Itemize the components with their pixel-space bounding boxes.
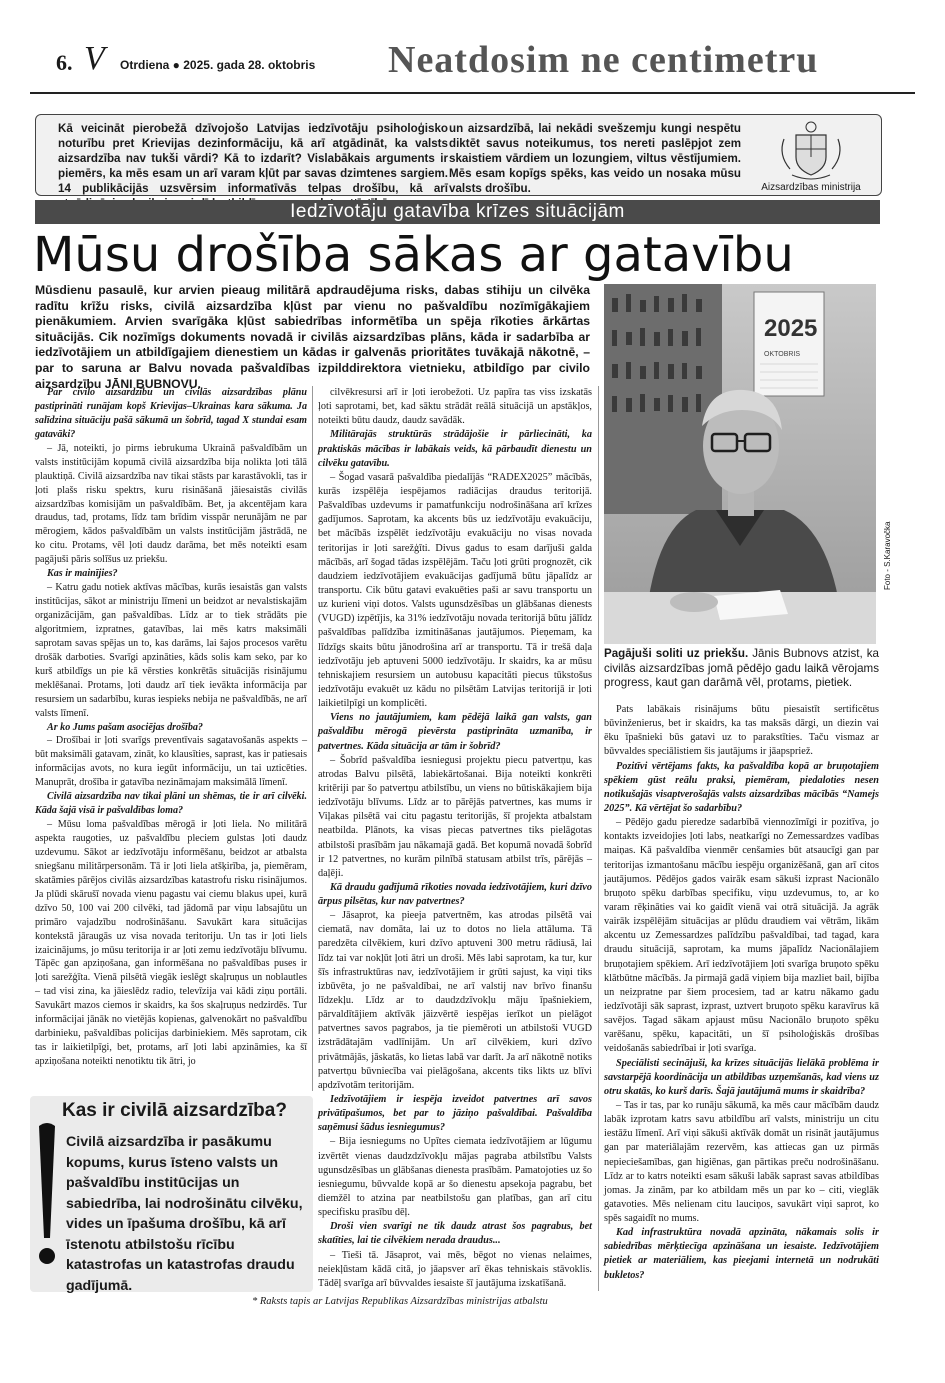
newspaper-logo: V <box>84 40 105 77</box>
intro-box <box>35 114 882 196</box>
interview-answer: Pats labākais risinājums būtu piesaistīt sertificētus būvinženierus, bet ir skaidrs, ka tas maksās dārgi, un diezin vai ēku īpašnieki būs gatavi uz to parakstīties. Taču vismaz ar būvvaldes speciālistiem šis jautājums ir jāapspriež. <box>604 704 879 758</box>
interview-answer: – Katru gadu notiek aktīvas mācības, kurās iesaistās gan valsts institūcijas, sākot ar ministriju līmeni un beidzot ar nevalstiskajām organizācijām, gan pašvaldības. Līdz ar to tiek strādāts pie algoritmiem, izpratnes, gatavības, lai mēs katrs maksimāli saprotam savas spējas un to, kas darāms, lai šajos procesos varētu drošāk darboties. Svarīgi apzināties, kāds solis kam seko, par ko kurš atbildīgs un pie kā vērsties konkrētās situācijās risinājumu meklēšanai. Protams, ļoti daudz arī tiek ievākta informācija par resursiem un sadarbību, kuras iespieks nebija ne pašvaldībās, ne arī valsts līmenī. <box>35 582 307 719</box>
photo-illustration <box>604 284 876 644</box>
interview-question: Kas ir mainījies? <box>47 568 118 580</box>
issue-date: Otrdiena ● 2025. gada 28. oktobris <box>120 58 316 72</box>
interview-question: Speciālisti secinājuši, ka krīzes situācijās lielākā problēma ir savstarpējā koordinācija un atbildības uzņemšanās, kad viens uz otru skatās, ko kurš darīs. Šajā jautājumā mums ir skaidrība? <box>604 1057 879 1097</box>
sidebar-text: Civilā aizsardzība ir pasākumu kopums, kurus īsteno valsts un pašvaldību institūcijas un sabiedrība, lai nodrošinātu cilvēku, vides un īpašuma drošību, kā arī īstenotu atbilstošu rīcību katastrofas un katastrofas draudu gadījumā. <box>66 1134 303 1294</box>
interview-answer: – Bija iesniegums no Upītes ciemata iedzīvotājiem ar lūgumu izvērtēt vienas daudzdzīvokļu mājas pagraba atbilstību Valsts ugunsdzēsības un glābšanas dienesta prasībām. Pamatojoties uz šo iesniegumu, būvvalde kopā ar šo dienestu apsekoja pagrabu, bet diemžēl to atzina par neatbilstošu gan platības, gan arī citu specifisku prasību dēļ. <box>318 1136 592 1219</box>
interview-question: Viens no jautājumiem, kam pēdējā laikā gan valsts, gan pašvaldību mērogā pievērsta pastiprināta uzmanība, ir patvertnes. Kāda situācija ar tām ir šobrīd? <box>318 712 592 752</box>
interview-answer: – Šogad vasarā pašvaldība piedalījās “RADEX2025” mācībās, kurās izspēlēja iespējamos radiācijas draudus teritorijā. Pašvaldības uzdevums ir pamatfunkciju nodrošināšana arī krīzes gadījumos. Saprotam, ka akcents būs uz iedzīvotāju evakuāciju, bet mācībās izspēlēt iedzīvotāju evakuāciju no visas novada teritorijas ir ļoti sarežģīti. Divus gadus to esam darījuši galda mācībās, arī šogad tādas izspēlējām. Taču ļoti grūti prognozēt, cik daudziem iedzīvotājiem evakuācijas gadījumā būtu jāpalīdz ar transportu. Cik būtu gatavi evakuēties paši ar savu transportu un uz kurieni viņi dotos. Valsts ugunsdzēsības un glābšanas dienests (VUGD) izpētījis, ka 31% iedzīvotāju novada teritorijā būtu jālīdz pašvaldības palīdzība izmitināšanas jautājumos. Pieņemam, ka līdzīgs skaits būtu jānodrošina arī ar transportu. Tā ir trešā daļa iedzīvotāju jeb aptuveni 5000 iedzīvotāju. Ir skaidrs, ka ar mūsu tehniskajiem resursiem un autobusu kapacitāti piecus tūkstošus iedzīvotāju evakuēt uz kādu no pilsētām Latvijas teritorijā ir ļoti laikietilpīgi un komplicēti. <box>318 471 592 710</box>
article-lead: Mūsdienu pasaulē, kur arvien pieaug militārā apdraudējuma risks, dabas stihiju un cilvēka radītu krīžu risks, civilā aizsardzība kļūst par vienu no pašvaldību nozīmīgākajiem pienākumiem. Arvien svarīgāka kļūst sabiedrības informētība un spēja rīkoties ārkārtas situācijās. Cik nozīmīgs dokuments novadā ir civilās aizsardzības plāns, kāda ir sadarbība ar iedzīvotājiem un atbildīgajiem dienestiem un kādas ir galvenās prioritātes tuvākajā nākotnē, – par to saruna ar Balvu novada pašvaldības izpilddirektora vietnieku, atbildīgo par civilo aizsardzību JĀNI BUBNOVU. <box>35 283 590 391</box>
interview-question: Iedzīvotājiem ir iespēja izveidot patvertnes arī savos privātīpašumos, bet par to jāziņo pašvaldībai. Pašvaldība saņēmusi šādus iesniegumus? <box>318 1094 592 1134</box>
sidebar-title: Kas ir civilā aizsardzība? <box>62 1100 287 1121</box>
page-number: 6. <box>56 50 73 75</box>
interview-answer: – Drošībai ir ļoti svarīgs preventīvais sagatavošanās aspekts – būt maksimāli gatavam, zināt, ko klausīties, saprast, kas ir patiesais informācijas avots, no kura iegūt informāciju, un tai uzticēties. Manuprāt, drošība ir gatavība nezināmajam maksimālā līmenī. <box>35 735 307 789</box>
interview-question: Droši vien svarīgi ne tik daudz atrast šos pagrabus, bet skatīties, lai tie cilvēkiem nerada draudus... <box>318 1221 592 1247</box>
interview-question: Kā draudu gadījumā rīkoties novada iedzīvotājiem, kuri dzīvo ārpus pilsētas, kur nav patvertnes? <box>318 881 592 908</box>
intro-text-right: un aizsardzībā, lai nekādi svešzemju kungi nespētu diktēt savus noteikumus, tos nereti paslēpjot zem skaistiem vārdiem un lozungiem, viltus vēstījumiem. Mēs esam kopīgs spēks, kas veido un nosaka mūsu valsts drošību. <box>449 122 741 195</box>
interview-answer: – Jā, noteikti, jo pirms iebrukuma Ukrainā pašvaldībām un valsts institūcijām kopumā civilā aizsardzība bija nolikta ļoti tālā plauktiņā. Civilā aizsardzība nav tikai stāsts par karastāvokli, tas ir ļoti plašs risku spektrs, kuru risināšanā jāiesaistās civilās aizsardzības komisijām un pašvaldībām. Bet, ja akcentējam kara draudus, tad, protams, līdz tam brīdim visspār nerunājām ne par mērogiem, kādos pašvaldībām un valsts institūcijām jāstrādā, ne ko citu. Protams, vēl ļoti daudz darāma, bet mēs noteikti esam pagājuši pāris solīšus uz priekšu. <box>35 442 307 566</box>
interview-photo <box>604 284 876 644</box>
interview-answer: – Tieši tā. Jāsaprot, vai mēs, bēgot no vienas nelaimes, neiekļūstam kādā citā, jo jāapsver arī ēkas tehniskais stāvoklis. Tādēļ svarīga arī būvvaldes iesaiste šī jautājuma izskatīšanā. <box>318 1249 592 1289</box>
footnote: * Raksts tapis ar Latvijas Republikas Aizsardzības ministrijas atbalstu <box>252 1296 548 1307</box>
photo-credit: Foto - S.Karavočka <box>883 521 892 590</box>
calendar-month: OKTOBRIS <box>764 351 801 358</box>
interview-question: Civilā aizsardzība nav tikai plāni un shēmas, tie ir arī cilvēki. Kāda šajā visā ir pašvaldības loma? <box>35 791 307 817</box>
column-rule <box>598 386 599 1291</box>
interview-question: Par civilo aizsardzību un civilās aizsardzības plānu pastiprināti runājam kopš Krievijas–Ukrainas kara sākuma. Ja salīdzina situāciju pašā sākumā un šobrīd, tagad X stundai esam gatavāki? <box>35 387 307 440</box>
interview-question: Pozitīvi vērtējams fakts, ka pašvaldība kopā ar bruņotajiem spēkiem gūst reālu praksi, piemēram, piedaloties nesen notikušajās visaptverošajās valsts aizsardzības mācībās “Namejs 2025”. Kā vērtējat šo sadarbību? <box>604 760 879 814</box>
article-column-3 <box>604 703 879 1283</box>
interview-answer: – Tas ir tas, par ko runāju sākumā, ka mēs caur mācībām daudz labāk izprotam katrs savu atbildību arī valsts, ministriju un citu iestāžu līmenī. Arī viņi sākuši aktīvāk domāt un risināt jautājumus gan par materiālajām rezervēm, kas attiecas gan uz pirmās nepieciešamības, gan higiēnas, gan pārtikas preču nodrošināšanu. Līdz ar to katrs noteikti esam sākuši labāk saprast savas atbildības jomas. Ja zinām, par ko atbildam mēs un par ko – citi, vieglāk gatavoties. Mēs nelienam citu lauciņos, savukārt viņi saprot, ko spēs sagaidīt no mums. <box>604 1099 879 1225</box>
interview-question: Kad infrastruktūra novadā apzināta, nākamais solis ir sabiedrības mērķtiecīga apzināšana un iesaiste. Iedzīvotājiem pietiek ar materiāliem, kas pieejami internetā un nodrukāti bukletos? <box>604 1227 879 1281</box>
caption-text: Jānis Bubnovs atzist, ka civilās aizsardzības jomā pēdējo gadu laikā vērojams progress, kaut gan darāmā vēl, protams, pietiek. <box>604 647 879 689</box>
header-rule <box>30 92 915 94</box>
intro-text-left: Kā veicināt pierobežā dzīvojošo Latvijas iedzīvotāju psiholoģisko noturību pret Krievijas dezinformāciju, kā arī atgādināt, ka valsts aizsardzība nav tukši vārdi? Kā to izdarīt? Vislabākais arguments ir piemērs, ka mēs esam un arī varam kļūt par savas dzimtenes sargiem. 14 publikācijās uzsvērsim informatīvās telpas drošību, kā arī <box>58 122 448 195</box>
caption-heading: Pagājuši soliti uz priekšu. <box>604 647 749 660</box>
interview-question: Militārajās struktūrās strādājošie ir pārliecināti, ka praktiskās mācības ir labākais veids, kā pārbaudīt dienestu un cilvēku gatavību. <box>318 429 592 469</box>
article-column-1 <box>35 386 307 1069</box>
interview-answer: – Jāsaprot, ka pieeja patvertnēm, kas atrodas pilsētā vai ciematā, nav domāta, lai uz to dotos no liela attāluma. Tā paredzēta cilvēkiem, kuri dzīvo aptuveni 300 metru rādiusā, lai līdz tai var nokļūt ļoti ātri un droši. Mēs labi saprotam, ka tur, kur šīs infrastruktūras nav, iedzīvotājiem ir grūti sajust, ka viņi tiks izbūvēta, jo ne pašvaldībai, ne arī valstij nav brīvo finanšu līdzekļu. Līdz ar to daudzdzīvokļu māju īpašniekiem, pārvaldītājiem aktīvāk jāizvērtē iespējas ierīkot un pielāgot patvertnes savos pagrabos, ja tie piemēroti un atbilstoši VUGD izstrādātajām vadlīnijām. Un arī cilvēkiem, kuri dzīvo privātmājās, jāskatās, ko lietas labā var darīt. Ja arī nākotnē notiks patvertņu būvniecība vai pielāgošana, akcents tiks likts uz blīvi apdzīvotām teritorijām. <box>318 910 592 1091</box>
article-column-2 <box>318 386 592 1291</box>
interview-answer: cilvēkresursi arī ir ļoti ierobežoti. Uz papīra tas viss izskatās ļoti saprotami, bet, kad sāktu strādāt reālā situācijā un apstākļos, noteikti būtu daudz, daudz savādāk. <box>318 387 592 427</box>
calendar-year: 2025 <box>764 315 818 342</box>
exclamation-icon <box>34 1120 60 1270</box>
interview-answer: – Pēdējo gadu pieredze sadarbībā viennozīmīgi ir pozitīva, jo kontakts izveidojies ļoti labs, neatkarīgi no Zemessardzes vadības maiņas. Kā pašvaldība vienmēr cenšamies būt atsaucīgi gan par teritorijas izmantošanu mācību iespēju organizēšanā, gan arī citos jautājumos. Pēdējos gados vairāk esam sākuši izprast Nacionālo bruņoto spēku darbības specifiku, viņu uzdevumus, to, ar ko varam rēķināties vai ko gaidīt vienā vai otrā situācijā. Ja agrāk vairāk izspēlējām situācijas ar plūdu draudiem vai vētrām, likām akcentu uz Zemessardzes palīdzību pašvaldībai, tad tagad, kara draudu situācijā, saprotam, ka mums jāpalīdz Nacionālajiem bruņotajiem spēkiem. Arī iedzīvotājiem ļoti svarīga bruņoto spēku klātbūtne mācībās. Ja pirmajā gadā viņiem bija mazliet bail, bijība un neizpratne par šiem procesiem, tad ar katru nākamo gadu iedzīvotāji sāk saprast, izprast, uztvert bruņoto spēku karavīrus kā savējos. Tagad sākam apjaust mūsu Nacionālo bruņoto spēku varēšanu, spēku, kapacitāti, un šī psiholoģiskās drošības veidošanās sabiedrībai ir ļoti svarīga. <box>604 817 879 1055</box>
interview-answer: – Mūsu loma pašvaldības mērogā ir ļoti liela. No militārā aspekta raugoties, uz pašvaldību pleciem gulstas ļoti daudz uzdevumu. Sākot ar iedzīvotāju informēšanu, beidzot ar atbalsta sniegšanu militārpersonām. Tā ir ļoti liela atšķirība, ja, piemēram, skatāmies pārējos civilās aizsardzības katastrofu risku risinājumos. Ja plūdi skārušī novada vienu pagastu vai ciemu blakus upei, kurā dzīvo 50, 100 vai 200 cilvēki, tad jādomā par viņu labsajūtu un primāro vajadzību nodrošināšanu. Savukārt kara situācijas kontekstā jāraugās uz visa novada teritoriju. Un tas ir ļoti liels izaicinājums, jo mūsu teritorija ir ar ļoti zemu iedzīvotāju blīvumu. Tāpēc gan apziņošana, gan informēšana no pašvaldības puses ir ļoti sarežģīta. Vienā pilsētā viegāk ieslēgt skaļruņus un noblautles – tad visi zina, ka jāieslēdz radio, televīzija vai kādi ziņu portāli. Savukārt mazos ciemos ir skaidrs, ka šos skaļruņus nedzirdēs. Tur informācijai jānāk no vietējās kopienas, galvenokārt no pašvaldību darbinieku, pašvaldības policijas darbiniekiem. Mēs saprotam, cik tas ir laikietilpīgi, bet, protams, arī ļoti labi apzināmies, ka šī apziņošana noteikti nenotiktu tik ātri, jo <box>35 819 307 1067</box>
interview-question: Ar ko Jums pašam asociējas drošība? <box>47 721 203 733</box>
photo-caption <box>604 647 879 691</box>
article-title: Mūsu drošība sākas ar gatavību <box>33 227 794 283</box>
article-kicker: Iedzīvotāju gatavība krīzes situācijām <box>35 200 880 224</box>
interview-answer: – Šobrīd pašvaldība iesniegusi projektu piecu patvertņu, kas atrodas Balvu pilsētā, labiekārtošanai. Bija noteikti konkrēti kritēriji par šo patvertņu atbilstību, un viens no būtiskākajiem bija iedzīvotāju blīvums. Līdz ar to pārējās patvertnes, kas mums ir Viļakas pilsētā vai citu pagastu teritorijās, šī projekta atbalstam neatbilda. Plānots, ka visas piecas patvertnes tiks pielāgotas atbilstoši prasībām jau nākamajā gadā. Bet kopumā novadā šobrīd ir 12 patvertnes, no kurām pilnībā statusam atbilst trīs, pārējās – daļēji. <box>318 754 592 879</box>
column-rule <box>312 386 313 1091</box>
section-title: Neatdosim ne centimetru <box>388 39 819 81</box>
crest-caption: Aizsardzības ministrija <box>761 182 861 193</box>
coat-of-arms-icon <box>756 119 866 181</box>
ministry-crest <box>756 119 866 193</box>
